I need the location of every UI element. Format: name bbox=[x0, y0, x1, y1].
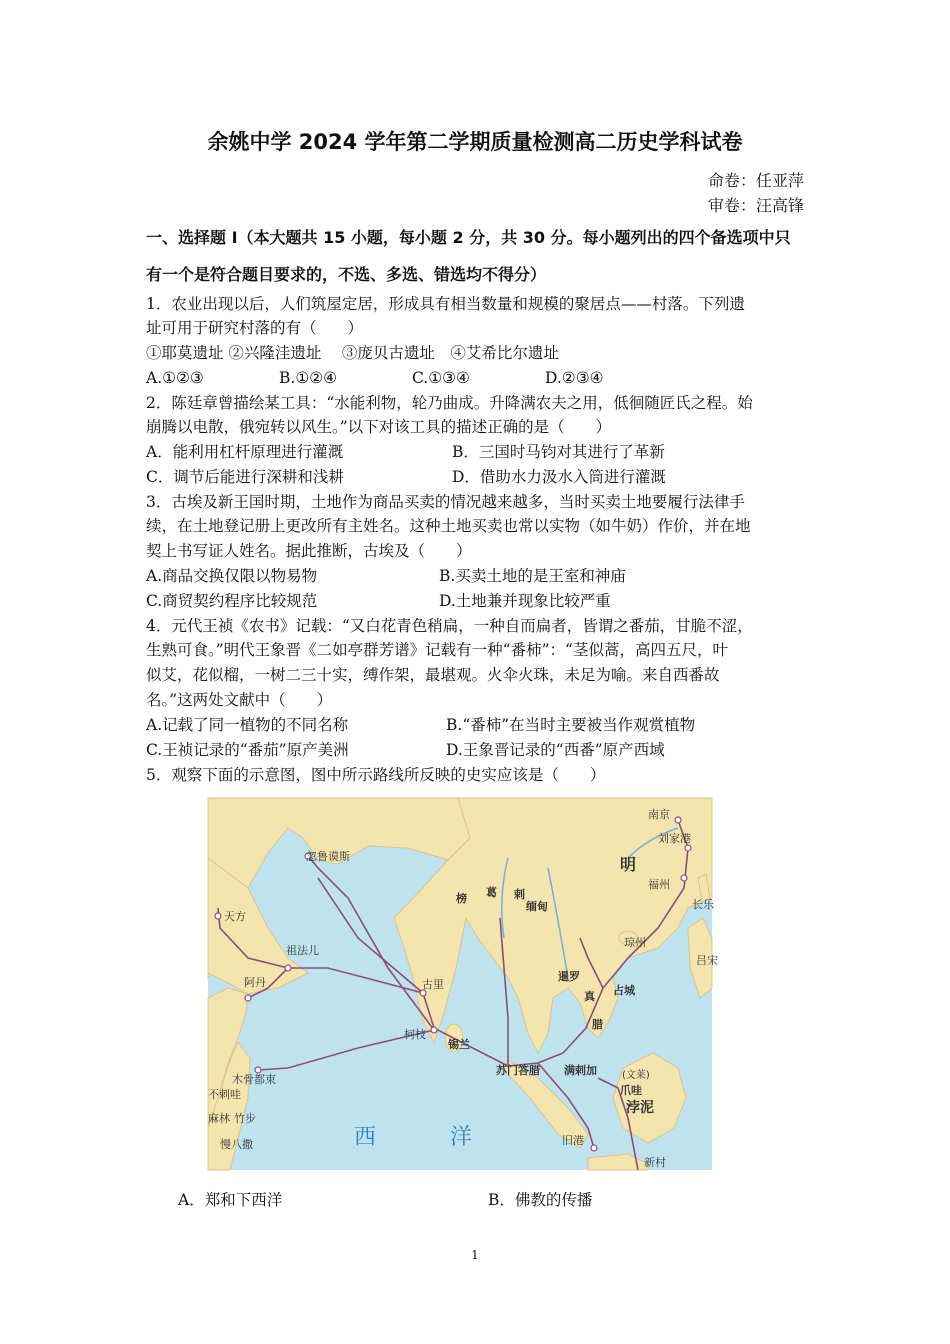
marker-palembang bbox=[591, 1145, 597, 1151]
question-4-line-2: 生熟可食。”明代王象晋《二如亭群芳谱》记载有一种“番柿”：“茎似蒿，高四五尺，叶 bbox=[146, 641, 728, 659]
question-4-option-c: C.王祯记录的“番茄”原产美洲 bbox=[146, 741, 349, 759]
label-luzon: 吕宋 bbox=[696, 954, 718, 967]
question-4-option-a: A.记载了同一植物的不同名称 bbox=[146, 716, 349, 734]
question-3-line-1: 3．古埃及新王国时期，土地作为商品买卖的情况越来越多，当时买卖土地要履行法律手 bbox=[146, 493, 745, 511]
label-brunei: 浡泥 bbox=[626, 1100, 654, 1116]
question-2-option-c: C．调节后能进行深耕和浅耕 bbox=[146, 468, 344, 486]
section-heading-line2: 有一个是符合题目要求的，不选、多选、错选均不得分） bbox=[146, 265, 547, 284]
question-1-option-a: A.①②③ bbox=[146, 369, 204, 387]
question-2-line-1: 2．陈廷章曾描绘某工具：“水能利物，轮乃曲成。升降满农夫之用，低徊随匠氏之程。始 bbox=[146, 394, 753, 412]
question-5-option-a: A．郑和下西洋 bbox=[178, 1191, 283, 1209]
section-heading-line1: 一、选择题 I（本大题共 15 小题，每小题 2 分，共 30 分。每小题列出的四个备选项中只 bbox=[146, 228, 791, 247]
question-2-option-a: A．能利用杠杆原理进行灌溉 bbox=[146, 443, 344, 461]
label-mecca: 天方 bbox=[224, 910, 246, 923]
question-4-line-1: 4．元代王祯《农书》记载：“又白花青色稍扁，一种自而扁者，皆谓之番茄，甘脆不涩， bbox=[146, 617, 753, 635]
question-3-option-c: C.商贸契约程序比较规范 bbox=[146, 592, 318, 610]
question-5-option-b: B．佛教的传播 bbox=[488, 1191, 593, 1209]
label-malindi: 麻林 bbox=[208, 1112, 230, 1125]
question-4-line-4: 名。”这两处文献中（ ） bbox=[146, 691, 333, 709]
question-2-option-d: D．借助水力汲水入筒进行灌溉 bbox=[452, 468, 666, 486]
label-cochin: 柯枝 bbox=[404, 1028, 426, 1041]
question-1-line-3: ①耶莫遗址 ②兴隆洼遗址 ③庞贝古遗址 ④艾希比尔遗址 bbox=[146, 344, 559, 362]
question-2-line-2: 崩腾以电散，俄宛转以风生。”以下对该工具的描述正确的是（ ） bbox=[146, 418, 612, 436]
label-mogadishu: 木骨都束 bbox=[232, 1073, 276, 1086]
question-1-option-b: B.①②④ bbox=[279, 369, 338, 387]
question-3-option-b: B.买卖土地的是王室和神庙 bbox=[439, 567, 626, 585]
marker-nanjing bbox=[675, 817, 681, 823]
marker-zufar bbox=[285, 965, 291, 971]
marker-liujiagang bbox=[685, 845, 691, 851]
label-ocean: 洋 bbox=[450, 1125, 473, 1150]
marker-mecca bbox=[215, 913, 221, 919]
page-number: 1 bbox=[471, 1248, 479, 1262]
marker-aden bbox=[245, 995, 251, 1001]
label-java: 爪哇 bbox=[620, 1084, 642, 1097]
marker-changle bbox=[681, 875, 687, 881]
label-jubb: 竹步 bbox=[234, 1112, 256, 1125]
reviewer-line: 审卷：汪高锋 bbox=[707, 196, 804, 215]
label-zufar: 祖法儿 bbox=[286, 944, 319, 957]
question-1-line-2: 址可用于研究村落的有（ ） bbox=[146, 319, 364, 337]
label-la-cambodia: 腊 bbox=[592, 1018, 603, 1031]
label-brava: 不剌哇 bbox=[208, 1088, 241, 1101]
label-siam: 暹罗 bbox=[558, 970, 580, 983]
setter-line: 命卷：任亚萍 bbox=[707, 171, 804, 190]
label-la: 剌 bbox=[514, 888, 525, 901]
question-4-option-d: D.王象晋记录的“西番”原产西域 bbox=[446, 741, 665, 759]
label-sumatra: 苏门答腊 bbox=[496, 1064, 540, 1077]
label-fuzhou: 福州 bbox=[648, 878, 670, 891]
label-palembang: 旧港 bbox=[562, 1134, 584, 1147]
question-4-line-3: 似艾，花似榴，一树二三十实，缚作架，最堪观。火伞火珠，未足为喻。来自西番故 bbox=[146, 666, 720, 684]
label-malacca: 满剌加 bbox=[564, 1064, 597, 1077]
label-calicut: 古里 bbox=[422, 978, 444, 991]
label-mombasa: 慢八撒 bbox=[220, 1138, 253, 1151]
label-bang: 榜 bbox=[456, 892, 467, 905]
question-1-option-d: D.②③④ bbox=[545, 369, 604, 387]
label-aden: 阿丹 bbox=[244, 976, 266, 989]
question-1-option-c: C.①③④ bbox=[412, 369, 470, 387]
label-ming: 明 bbox=[620, 855, 637, 874]
label-ceylon: 锡兰 bbox=[448, 1038, 470, 1051]
question-4-option-b: B.“番柿”在当时主要被当作观赏植物 bbox=[446, 716, 696, 734]
label-champa: 占城 bbox=[613, 984, 635, 997]
label-wenlai: (文莱) bbox=[622, 1070, 650, 1081]
label-west: 西 bbox=[354, 1125, 377, 1150]
label-hormuz: 忽鲁谟斯 bbox=[306, 850, 350, 863]
zheng-he-route-map bbox=[208, 798, 718, 1170]
label-changle: 长乐 bbox=[692, 898, 714, 911]
question-3-line-2: 续，在土地登记册上更改所有主姓名。这种土地买卖也常以实物（如牛奶）作价，并在地 bbox=[146, 517, 751, 535]
label-qiongzhou: 琼州 bbox=[624, 936, 646, 949]
question-1-line-1: 1．农业出现以后，人们筑屋定居，形成具有相当数量和规模的聚居点——村落。下列遗 bbox=[146, 295, 745, 313]
question-3-option-d: D.土地兼并现象比较严重 bbox=[439, 592, 611, 610]
page-title: 余姚中学 2024 学年第二学期质量检测高二历史学科试卷 bbox=[207, 130, 743, 154]
label-zhen: 真 bbox=[584, 990, 595, 1003]
question-3-line-3: 契上书写证人姓名。据此推断，古埃及（ ） bbox=[146, 542, 472, 560]
label-nanjing: 南京 bbox=[648, 808, 670, 821]
label-ge: 葛 bbox=[486, 886, 497, 899]
question-3-option-a: A.商品交换仅限以物易物 bbox=[146, 567, 318, 585]
question-2-option-b: B．三国时马钧对其进行了革新 bbox=[452, 443, 665, 461]
question-5-line-1: 5．观察下面的示意图，图中所示路线所反映的史实应该是（ ） bbox=[146, 766, 606, 784]
marker-cochin bbox=[431, 1027, 437, 1033]
label-burma: 缅甸 bbox=[526, 900, 548, 913]
label-gresik: 新村 bbox=[644, 1156, 666, 1169]
label-liujiagang: 刘家港 bbox=[658, 832, 691, 845]
